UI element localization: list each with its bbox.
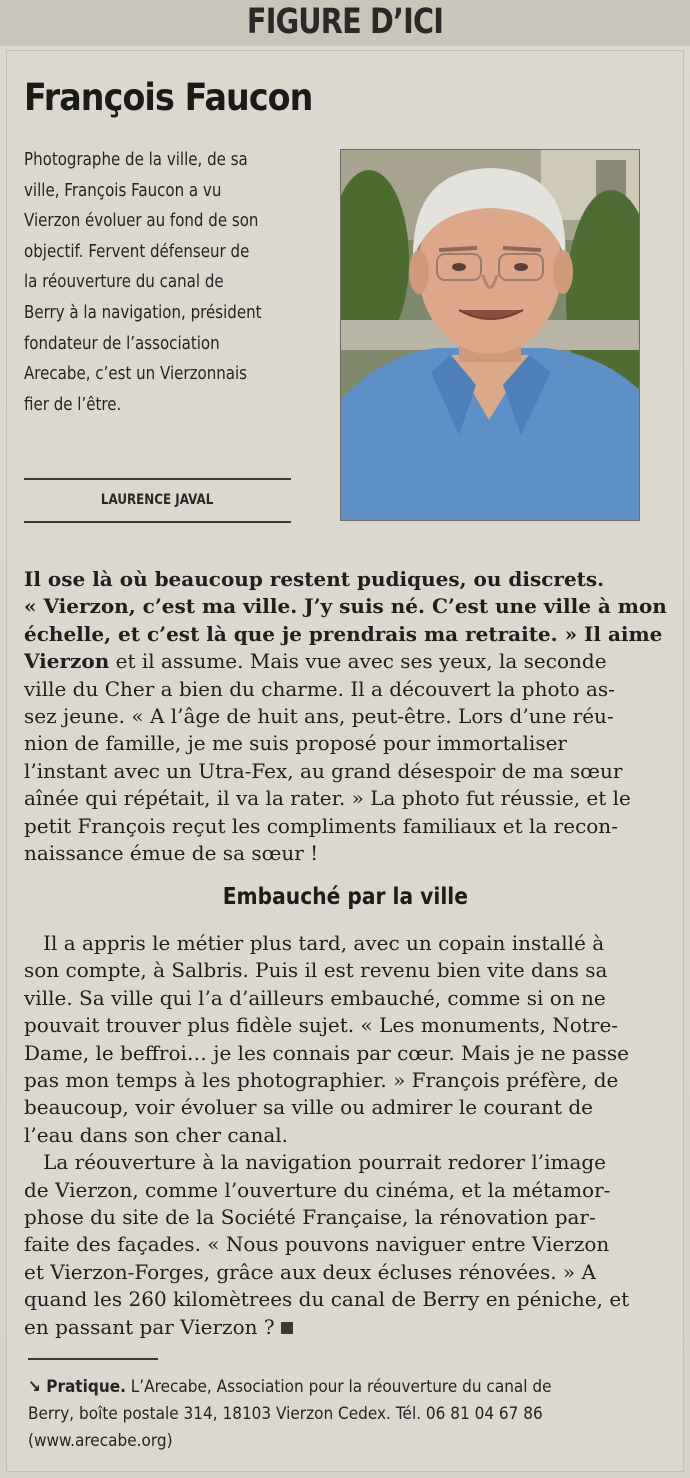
practical-website-link[interactable]: (www.arecabe.org) — [28, 1431, 173, 1451]
body-line: Dame, le beffroi… je les connais par cœur. Mais je ne passe — [24, 1040, 630, 1065]
intro-line: Arecabe, c’est un Vierzonnais — [24, 364, 248, 385]
practical-line: Berry, boîte postale 314, 18103 Vierzon Cedex. Tél. 06 81 04 67 86 — [28, 1404, 543, 1424]
body-line: quand les 260 kilomètrees du canal de Berry en péniche, et — [24, 1287, 630, 1312]
practical-label: Pratique. — [46, 1377, 126, 1397]
body-line-bold: « Vierzon, c’est ma ville. J’y suis né. C’est une ville à mon — [24, 594, 667, 619]
intro-line: objectif. Fervent défenseur de — [24, 241, 250, 262]
body-line: pouvait trouver plus fidèle sujet. « Les monuments, Notre- — [24, 1013, 619, 1038]
body-line: Il a appris le métier plus tard, avec un copain installé à — [24, 931, 605, 955]
arrow-down-right-icon: ↘ — [28, 1377, 41, 1397]
body-line: ville. Sa ville qui l’a d’ailleurs embauché, comme si on ne — [24, 985, 606, 1010]
intro-text — [24, 145, 324, 420]
body-line: pas mon temps à les photographier. » François préfère, de — [24, 1068, 619, 1093]
intro-line: Photographe de la ville, de sa — [24, 150, 248, 170]
body-line: son compte, à Salbris. Puis il est revenu bien vite dans sa — [24, 958, 608, 983]
body-line: l’instant avec un Utra-Fex, au grand désespoir de ma sœur — [24, 758, 623, 783]
byline-text: LAURENCE JAVAL — [101, 492, 214, 508]
body-line: nion de famille, je me suis proposé pour immortaliser — [24, 731, 567, 756]
section-kicker: FIGURE D’ICI — [246, 2, 444, 42]
body-line-bold: Il ose là où beaucoup restent pudiques, ou discrets. — [24, 567, 605, 591]
byline-rule-bottom — [24, 521, 291, 523]
practical-line — [28, 1374, 604, 1401]
body-line — [24, 648, 664, 675]
body-line-bold: échelle, et c’est là que je prendrais ma retraite. » Il aime — [24, 621, 663, 646]
body-line: La réouverture à la navigation pourrait redorer l’image — [24, 1150, 607, 1175]
intro-line: fier de l’être. — [24, 394, 122, 415]
intro-line: Vierzon évoluer au fond de son — [24, 211, 259, 232]
body-line-rest: et il assume. Mais vue avec ses yeux, la seconde — [109, 649, 607, 674]
intro-line: ville, François Faucon a vu — [24, 180, 222, 201]
body-line: beaucoup, voir évoluer sa ville ou admirer le courant de — [24, 1095, 593, 1120]
byline-rule-top — [24, 478, 291, 480]
body-line: ville du Cher a bien du charme. Il a découvert la photo as- — [24, 676, 615, 701]
body-line: sez jeune. « A l’âge de huit ans, peut-être. Lors d’une réu- — [24, 704, 614, 729]
body-line: petit François reçut les compliments familiaux et la recon- — [24, 813, 618, 838]
end-of-article-square-icon — [281, 1322, 293, 1334]
body-section-1 — [24, 566, 667, 867]
body-section-2 — [24, 930, 664, 1341]
body-bold-word: Vierzon — [24, 649, 110, 674]
intro-line: Berry à la navigation, président — [24, 302, 262, 323]
body-line: et Vierzon-Forges, grâce aux deux écluses rénovées. » A — [24, 1259, 596, 1284]
practical-text: L’Arecabe, Association pour la réouverture du canal de — [125, 1377, 552, 1397]
article-headline: François Faucon — [24, 76, 313, 119]
portrait-photo — [340, 149, 640, 521]
body-line-last — [24, 1314, 664, 1341]
body-line: de Vierzon, comme l’ouverture du cinéma, et la métamor- — [24, 1177, 611, 1202]
byline — [24, 492, 291, 508]
body-line: faite des façades. « Nous pouvons naviguer entre Vierzon — [24, 1232, 610, 1257]
subheading-text: Embauché par la ville — [222, 884, 468, 910]
practical-rule — [28, 1358, 158, 1360]
body-line: phose du site de la Société Française, la rénovation par- — [24, 1205, 596, 1230]
portrait-illustration — [341, 150, 639, 520]
body-line: l’eau dans son cher canal. — [24, 1122, 289, 1147]
intro-line: fondateur de l’association — [24, 333, 220, 354]
body-line-text: en passant par Vierzon ? — [24, 1314, 275, 1339]
body-line: naissance émue de sa sœur ! — [24, 841, 319, 866]
practical-info — [28, 1374, 668, 1455]
subheading — [0, 884, 690, 910]
intro-line: la réouverture du canal de — [24, 272, 224, 293]
body-line: aînée qui répétait, il va la rater. » La photo fut réussie, et le — [24, 786, 631, 811]
